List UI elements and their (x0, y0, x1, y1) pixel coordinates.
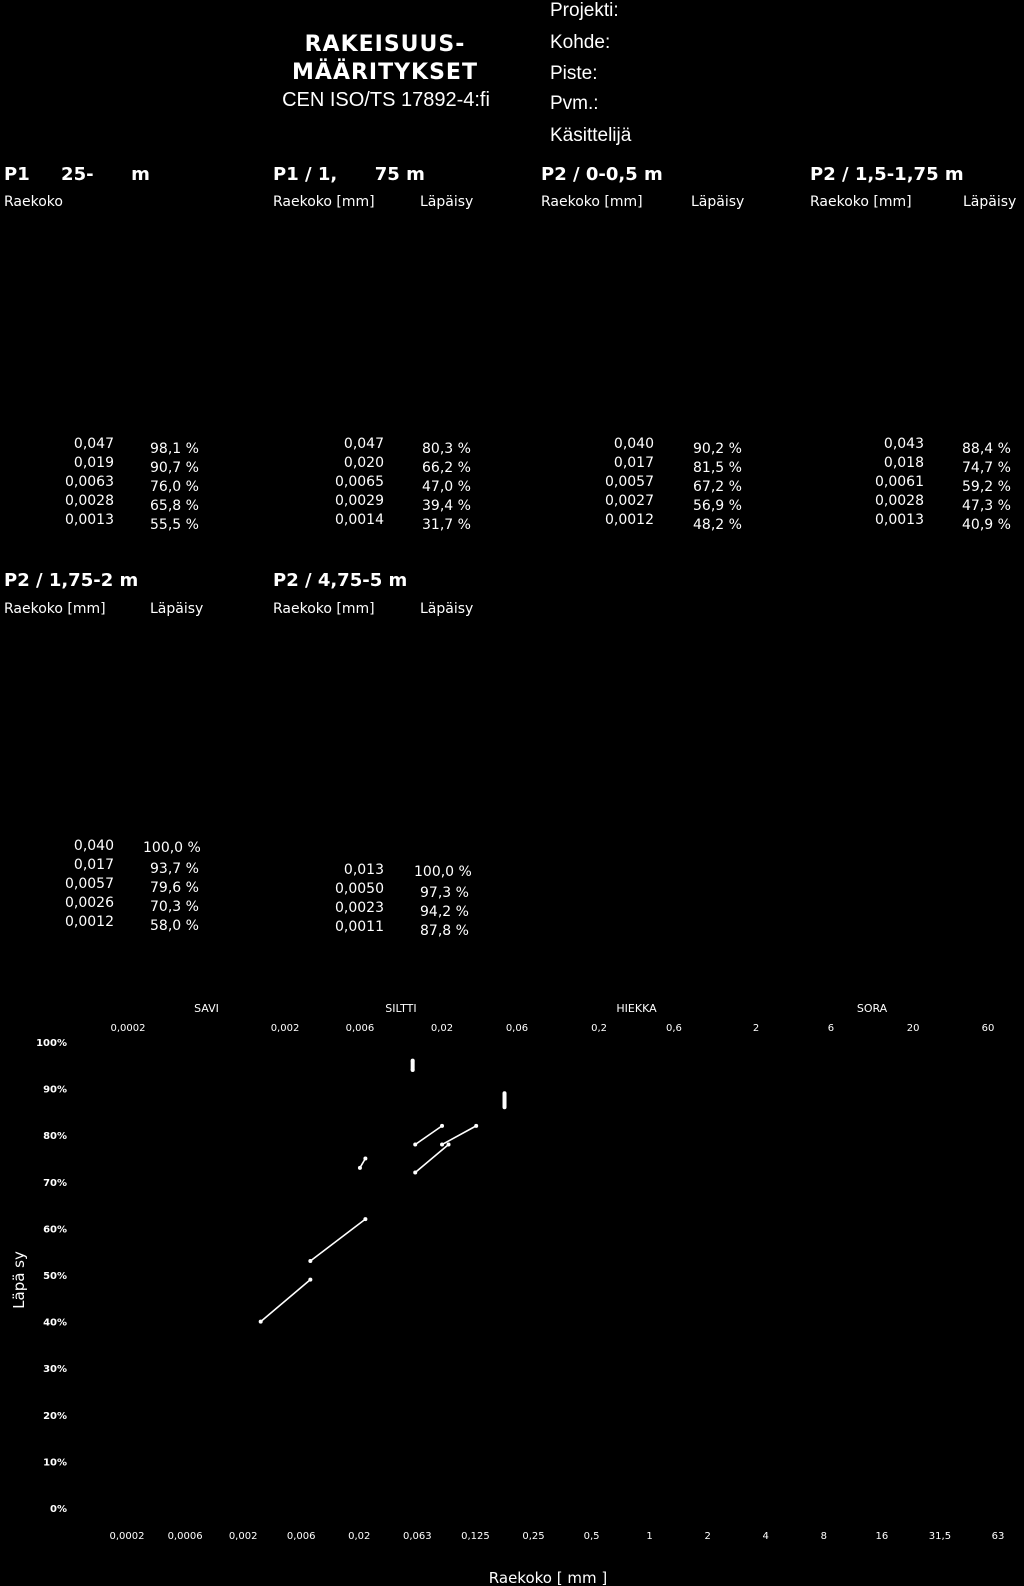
y-axis-label: Läpä sy (10, 1251, 28, 1309)
top-axis-tick-label: 6 (827, 1023, 835, 1034)
top-axis-ticks (111, 1023, 995, 1034)
data-point (440, 1143, 444, 1147)
bottom-axis-tick-label: 2 (704, 1531, 711, 1542)
grain-size-value: 0,019 (73, 455, 114, 471)
grain-size-value: 0,018 (883, 455, 924, 471)
grain-size-value: 0,040 (73, 838, 114, 854)
y-tick-label: 0% (50, 1504, 67, 1515)
grain-size-value: 0,017 (73, 857, 114, 873)
passing-value: 87,8 % (420, 923, 469, 939)
passing-value: 81,5 % (693, 460, 742, 476)
soil-class-labels (194, 1002, 888, 1015)
top-axis-tick-label: 0,02 (430, 1023, 454, 1034)
y-tick-label: 50% (43, 1271, 67, 1282)
passing-value: 90,7 % (150, 460, 199, 476)
grain-size-value: 0,0026 (65, 895, 114, 911)
column-header-grain-size: Raekoko [mm] (541, 194, 643, 210)
top-axis-tick-label: 0,06 (505, 1023, 529, 1034)
passing-value: 66,2 % (422, 460, 471, 476)
column-header-passing: Läpäisy (963, 194, 1017, 210)
column-header-grain-size: Raekoko [mm] (810, 194, 912, 210)
grain-size-value: 0,0057 (65, 876, 114, 892)
grain-size-value: 0,0061 (875, 474, 924, 490)
data-point (308, 1259, 312, 1263)
passing-value: 93,7 % (150, 861, 199, 877)
passing-value: 55,5 % (150, 517, 199, 533)
distribution-curve-segment (261, 1280, 311, 1322)
meta-point: Piste: (550, 63, 598, 84)
passing-value: 79,6 % (150, 880, 199, 896)
passing-value: 80,3 % (422, 441, 471, 457)
passing-value: 40,9 % (962, 517, 1011, 533)
x-axis-label: Raekoko [ mm ] (488, 1569, 608, 1586)
column-header-passing: Läpäisy (150, 601, 204, 617)
grain-size-value: 0,040 (613, 436, 654, 452)
bottom-axis-tick-label: 1 (646, 1531, 653, 1542)
top-axis-tick-label: 0,006 (345, 1023, 375, 1034)
meta-project: Projekti: (550, 0, 619, 21)
grain-size-value: 0,0027 (605, 493, 654, 509)
bottom-axis-tick-label: 0,002 (228, 1531, 258, 1542)
soil-class-label: SILTTI (385, 1002, 417, 1015)
passing-value: 67,2 % (693, 479, 742, 495)
passing-value: 48,2 % (693, 517, 742, 533)
y-tick-label: 10% (43, 1457, 67, 1469)
top-axis-tick-label: 0,002 (270, 1023, 300, 1034)
column-header-passing: Läpäisy (691, 194, 745, 210)
grain-size-value: 0,047 (343, 436, 384, 452)
top-axis-tick-label: 2 (752, 1023, 760, 1034)
grain-size-value: 0,0029 (335, 493, 384, 509)
report-title-line2: MÄÄRITYKSET (292, 60, 478, 85)
passing-value: 100,0 % (414, 864, 472, 880)
passing-value: 47,3 % (962, 498, 1011, 514)
passing-value: 94,2 % (420, 904, 469, 920)
data-point (413, 1143, 417, 1147)
data-point (358, 1166, 362, 1170)
meta-target: Kohde: (550, 32, 611, 53)
passing-value: 74,7 % (962, 460, 1011, 476)
bottom-axis-tick-label: 0,006 (286, 1531, 316, 1542)
passing-value: 70,3 % (150, 899, 199, 915)
bottom-axis-tick-label: 31,5 (928, 1531, 952, 1542)
passing-value: 39,4 % (422, 498, 471, 514)
grain-size-value: 0,0028 (65, 493, 114, 509)
y-axis-ticks (36, 1038, 67, 1515)
column-header-grain-size: Raekoko [mm] (273, 194, 375, 210)
passing-value: 65,8 % (150, 498, 199, 514)
top-axis-tick-label: 60 (981, 1023, 995, 1034)
y-tick-label: 70% (43, 1177, 67, 1189)
bottom-axis-tick-label: 0,5 (583, 1531, 600, 1542)
bottom-axis-tick-label: 63 (991, 1531, 1005, 1542)
y-tick-label: 80% (43, 1131, 67, 1143)
top-axis-tick-label: 20 (906, 1023, 920, 1034)
data-point (308, 1278, 312, 1282)
bottom-axis-tick-label: 0,125 (461, 1531, 490, 1542)
soil-class-label: SAVI (194, 1002, 219, 1015)
data-point (411, 1068, 415, 1072)
grain-size-value: 0,047 (73, 436, 114, 452)
passing-value: 100,0 % (143, 840, 201, 856)
meta-date: Pvm.: (550, 93, 599, 114)
column-header-passing: Läpäisy (420, 601, 474, 617)
sample-title: P2 / 4,75-5 m (273, 570, 408, 591)
data-point (503, 1091, 507, 1095)
distribution-curve-segment (442, 1126, 476, 1145)
passing-value: 31,7 % (422, 517, 471, 533)
passing-value: 88,4 % (962, 441, 1011, 457)
sample-title: P1 / 1, 75 m (273, 164, 425, 185)
bottom-axis-ticks (110, 1531, 1005, 1542)
y-tick-label: 90% (43, 1084, 67, 1096)
grain-size-value: 0,0028 (875, 493, 924, 509)
distribution-curves (259, 1059, 507, 1324)
report-title-line1: RAKEISUUS- (304, 32, 466, 57)
grain-size-value: 0,0057 (605, 474, 654, 490)
top-axis-tick-label: 0,6 (666, 1023, 682, 1034)
data-point (411, 1059, 415, 1063)
data-point (413, 1170, 417, 1174)
soil-class-label: HIEKKA (616, 1002, 657, 1015)
passing-value: 76,0 % (150, 479, 199, 495)
bottom-axis-tick-label: 0,02 (348, 1531, 371, 1542)
top-axis-tick-label: 0,2 (591, 1023, 608, 1034)
column-header-passing: Läpäisy (420, 194, 474, 210)
passing-value: 56,9 % (693, 498, 742, 514)
data-point (474, 1124, 478, 1128)
data-point (363, 1217, 367, 1221)
data-point (363, 1157, 367, 1161)
grain-size-value: 0,0013 (875, 512, 924, 528)
passing-value: 59,2 % (962, 479, 1011, 495)
sample-title: P2 / 0-0,5 m (541, 164, 663, 185)
grain-size-value: 0,0011 (335, 919, 384, 935)
standard-reference: CEN ISO/TS 17892-4:fi (282, 89, 490, 111)
sample-title: P2 / 1,75-2 m (4, 570, 139, 591)
grain-size-distribution-chart (0, 1000, 1024, 1586)
column-header-grain-size: Raekoko (4, 194, 63, 210)
bottom-axis-tick-label: 0,063 (403, 1531, 432, 1542)
grain-size-value: 0,017 (613, 455, 654, 471)
data-point (447, 1143, 451, 1147)
grain-size-value: 0,0023 (335, 900, 384, 916)
y-tick-label: 40% (43, 1317, 67, 1329)
grain-size-value: 0,0013 (65, 512, 114, 528)
y-tick-label: 30% (43, 1364, 67, 1376)
grain-size-value: 0,020 (343, 455, 384, 471)
grain-size-value: 0,0014 (335, 512, 384, 528)
column-header-grain-size: Raekoko [mm] (4, 601, 106, 617)
sample-title: P1 25- m (4, 164, 150, 185)
grain-size-value: 0,0065 (335, 474, 384, 490)
distribution-curve-segment (415, 1145, 448, 1173)
bottom-axis-tick-label: 4 (762, 1531, 769, 1542)
passing-value: 90,2 % (693, 441, 742, 457)
bottom-axis-tick-label: 16 (875, 1531, 889, 1542)
data-point (440, 1124, 444, 1128)
grain-size-value: 0,0063 (65, 474, 114, 490)
soil-class-label: SORA (856, 1002, 888, 1015)
grain-size-value: 0,013 (343, 862, 384, 878)
y-tick-label: 20% (43, 1410, 67, 1422)
passing-value: 47,0 % (422, 479, 471, 495)
bottom-axis-tick-label: 0,0006 (167, 1531, 203, 1542)
column-header-grain-size: Raekoko [mm] (273, 601, 375, 617)
data-point (503, 1105, 507, 1109)
y-tick-label: 60% (43, 1224, 67, 1236)
bottom-axis-tick-label: 8 (820, 1531, 827, 1542)
distribution-curve-segment (310, 1219, 365, 1261)
sample-title: P2 / 1,5-1,75 m (810, 164, 964, 185)
distribution-curve-segment (415, 1126, 442, 1145)
passing-value: 98,1 % (150, 441, 199, 457)
bottom-axis-tick-label: 0,25 (522, 1531, 545, 1542)
passing-value: 58,0 % (150, 918, 199, 934)
grain-size-value: 0,0012 (65, 914, 114, 930)
y-tick-label: 100% (36, 1038, 67, 1049)
meta-handler: Käsittelijä (550, 125, 632, 146)
grain-size-value: 0,043 (883, 436, 924, 452)
bottom-axis-tick-label: 0,0002 (109, 1531, 145, 1542)
grain-size-value: 0,0012 (605, 512, 654, 528)
top-axis-tick-label: 0,0002 (110, 1023, 146, 1034)
grain-size-value: 0,0050 (335, 881, 384, 897)
passing-value: 97,3 % (420, 885, 469, 901)
data-point (259, 1320, 263, 1324)
